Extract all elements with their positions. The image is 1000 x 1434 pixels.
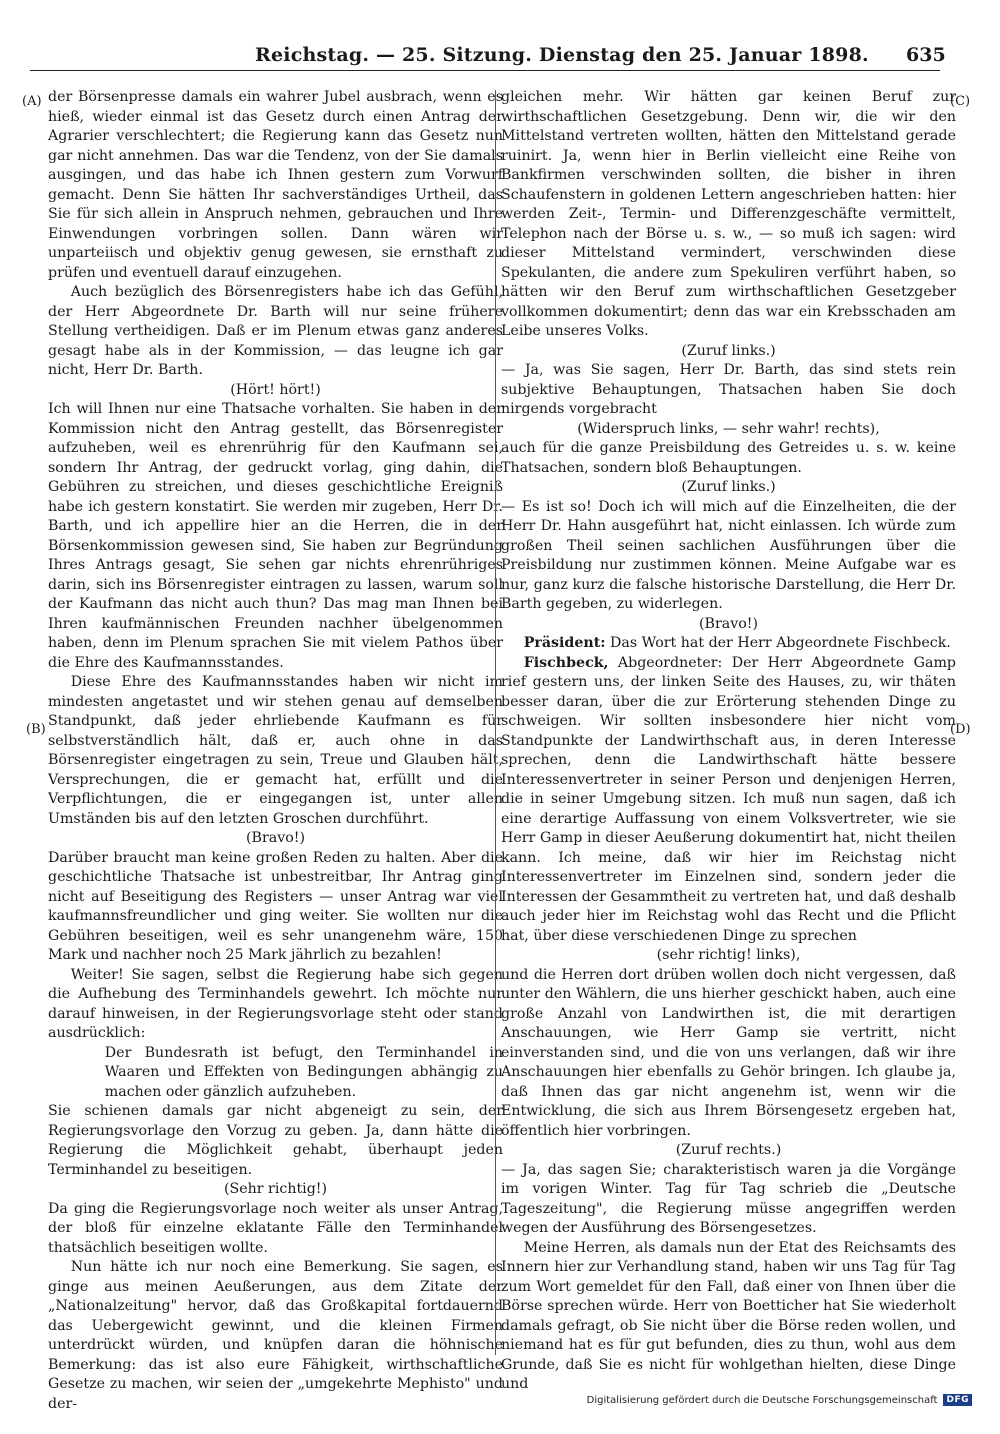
page-header	[0, 40, 1000, 74]
paragraph-text: Meine Herren, als damals nun der Etat des Reichsamts des Innern hier zur Verhandlung stand, haben wir uns Tag für Tag zum Wort gemeldet für den Fall, daß einer von Ihnen über die Börse sprechen würde. Herr von Boetticher hat Sie wiederholt damals gefragt, ob Sie nicht über die Börse reden wollen, und niemand hat es für gut befunden, dies zu thun, wohl aus dem Grunde, daß Sie es nicht für wohlgethan hielten, diese Dinge und	[501, 1239, 956, 1392]
paragraph	[48, 1258, 503, 1414]
paragraph-text: Da ging die Regierungsvorlage noch weiter als unser Antrag, der bloß für einzelne eklatante Fälle den Terminhandel thatsächlich beseitigen wollte.	[48, 1200, 503, 1256]
paragraph-text: Darüber braucht man keine großen Reden zu halten. Aber die geschichtliche Thatsache ist unbestreitbar, Ihr Antrag ging nicht auf Beseitigung des Registers — unser Antrag war viel kaufmannsfreundlicher und ging weiter. Sie wollten nur die Gebühren beseitigen, weil es sehr unangenehm wäre, 150 Mark und nachher noch 25 Mark jährlich zu bezahlen!	[48, 849, 503, 963]
right-column	[501, 88, 956, 1392]
paragraph-text: Ich will Ihnen nur eine Thatsache vorhalten. Sie haben in der Kommission nicht den Antrag gestellt, das Börsenregister aufzuheben, weil es ehrenrührig für den Kaufmann sei, sondern Ihr Antrag, der gedruckt vorlag, ging dahin, die Gebühren zu streichen, und dieses geschichtliche Ereigniß habe ich gestern konstatirt. Sie werden mir zugeben, Herr Dr. Barth, und ich appellire hier an die Herren, die in der Börsenkommission gewesen sind, Sie haben zur Begründung Ihres Antrags gesagt, Sie sehen gar nichts ehrenrühriges darin, sich ins Börsenregister eintragen zu lassen, warum soll der Kaufmann das nicht auch thun? Das mag man Ihnen bei Ihren kaufmännischen Freunden nachher übelgenommen haben, denn im Plenum sprachen Sie mit vielem Pathos über die Ehre des Kaufmannsstandes.	[48, 401, 503, 671]
paragraph-text: Der Bundesrath ist befugt, den Terminhandel in Waaren und Effekten von Bedingungen abhängig zu machen oder gänzlich aufzuheben.	[104, 1044, 503, 1100]
paragraph-text: (sehr richtig! links),	[656, 947, 801, 963]
paragraph	[48, 1102, 503, 1180]
paragraph-text: — Es ist so! Doch ich will mich auf die Einzelheiten, die der Herr Dr. Hahn ausgeführt hat, nicht einlassen. Ich würde zum großen Theil seinen sachlichen Ausführungen über die Preisbildung nur zustimmen können. Meine Aufgabe war es nur, ganz kurz die falsche historische Darstellung, die Herr Dr. Barth gegeben, zu widerlegen.	[501, 498, 956, 612]
speaker-name: Präsident:	[523, 635, 606, 651]
paragraph	[48, 673, 503, 829]
interjection	[501, 615, 956, 635]
paragraph	[48, 283, 503, 381]
paragraph-text: — Ja, was Sie sagen, Herr Dr. Barth, das sind stets rein subjektive Behauptungen, Thatsachen haben Sie doch nirgends vorgebracht	[501, 362, 956, 417]
paragraph	[501, 1161, 956, 1239]
left-column	[48, 88, 503, 1412]
paragraph	[501, 634, 956, 654]
interjection	[501, 1141, 956, 1161]
block-quote	[105, 1044, 503, 1103]
margin-marker-d: (D)	[950, 722, 971, 737]
margin-marker-a: (A)	[22, 94, 42, 109]
paragraph	[501, 88, 956, 342]
paragraph-text: Diese Ehre des Kaufmannsstandes haben wir nicht im mindesten angetastet und wir stehen genau auf demselben Standpunkt, daß jeder ehrliebende Kaufmann es für selbstverständlich hält, daß er, auch ohne in das Börsenregister eingetragen zu sein, Treue und Glauben hält, Versprechungen, die er gemacht hat, erfüllt und die Verpflichtungen, die er eingegangen ist, unter allen Umständen bis auf den letzten Groschen durchführt.	[48, 674, 503, 827]
paragraph-text: (Widerspruch links, — sehr wahr! rechts),	[577, 420, 880, 437]
paragraph-text: gleichen mehr. Wir hätten gar keinen Beruf zur wirthschaftlichen Gesetzgebung. Denn wir, die wir den Mittelstand vertreten wollten, hätten den Mittelstand gerade ruinirt. Ja, wenn hier in Berlin vielleicht eine Reihe von Bankfirmen verschwinden sollten, die bisher in ihren Schaufenstern in goldenen Lettern angeschrieben hatten: hier werden Zeit-, Termin- und Differenzgeschäfte vermittelt, Telephon nach der Börse u. s. w., — so muß ich sagen: wird dieser Mittelstand vermindert, verschwinden diese Spekulanten, die andere zum Spekuliren verführt haben, so hätten wir den Beruf zum wirthschaftlichen Gesetzgeber vollkommen dokumentirt; denn das war ein Krebsschaden am Leibe unseres Volks.	[501, 89, 956, 339]
interjection	[501, 342, 956, 362]
paragraph-text: Weiter! Sie sagen, selbst die Regierung habe sich gegen die Aufhebung des Terminhandels gewehrt. Ich möchte nur darauf hinweisen, in der Regierungsvorlage steht oder stand ausdrücklich:	[48, 966, 503, 1041]
paragraph-text: Abgeordneter: Der Herr Abgeordnete Gamp rief gestern uns, der linken Seite des Hauses, zu, wir thäten besser daran, über die zur Erörterung stehenden Dinge zu schweigen. Wir sollten insbesondere hier nicht vom Standpunkte der Landwirthschaft aus, in deren Interesse sprechen, denn die Landwirthschaft hätte bessere Interessenvertreter in seiner Person und denjenigen Herren, die in seiner Umgebung sitzen. Ich muß nun sagen, daß ich eine derartige Auffassung von einem Volksvertreter, wie sie Herr Gamp in dieser Aeußerung dokumentirt hat, nicht theilen kann. Ich meine, daß wir hier im Reichstag nicht Interessenvertreter im Einzelnen sind, sondern jeder die Interessen der Gesammtheit zu vertreten hat, und daß deshalb auch jeder hier im Reichstag wohl das Recht und die Pflicht hat, über diese verschiedenen Dinge zu sprechen	[501, 654, 956, 944]
interjection	[48, 1180, 503, 1200]
page-number: 635	[906, 44, 946, 66]
paragraph	[501, 654, 956, 947]
interjection	[501, 946, 956, 966]
paragraph-text: Sie schienen damals gar nicht abgeneigt zu sein, der Regierungsvorlage den Vorzug zu geben. Ja, dann hätte die Regierung die Möglichkeit gehabt, überhaupt jeden Terminhandel zu beseitigen.	[48, 1103, 503, 1178]
interjection	[501, 420, 956, 440]
column-divider	[495, 90, 496, 1355]
paragraph	[48, 400, 503, 673]
paragraph	[48, 88, 503, 283]
paragraph-text: (Sehr richtig!)	[223, 1181, 328, 1197]
paragraph	[48, 849, 503, 966]
dfg-logo: DFG	[943, 1394, 972, 1406]
paragraph	[501, 1239, 956, 1395]
paragraph-text: (Zuruf links.)	[681, 479, 776, 495]
paragraph-text: (Bravo!)	[246, 830, 305, 846]
paragraph-text: Das Wort hat der Herr Abgeordnete Fischbeck.	[605, 635, 951, 651]
margin-marker-c: (C)	[950, 94, 971, 109]
paragraph-text: Auch bezüglich des Börsenregisters habe ich das Gefühl, der Herr Abgeordnete Dr. Barth will nur seine frühere Stellung vertheidigen. Daß er im Plenum etwas ganz anderes gesagt habe als in der Kommission, — das leugne ich gar nicht, Herr Dr. Barth.	[48, 284, 503, 378]
paragraph-text: der Börsenpresse damals ein wahrer Jubel ausbrach, wenn es hieß, wieder einmal ist das Gesetz durch einen Antrag der Agrarier verschlechtert; die Regierung kann das Gesetz nun gar nicht annehmen. Das war die Tendenz, von der Sie damals ausgingen, und das habe ich Ihnen gestern zum Vorwurf gemacht. Denn Sie hätten Ihr sachverständiges Urtheil, das Sie für sich allein in Anspruch nehmen, gebrauchen und Ihre Einwendungen vorbringen sollen. Dann wären wir unparteiisch und objektiv genug gewesen, sie ernsthaft zu prüfen und eventuell darauf einzugehen.	[48, 89, 503, 281]
margin-marker-b: (B)	[26, 722, 46, 737]
paragraph-text: (Hört! hört!)	[230, 381, 321, 398]
paragraph-text: und die Herren dort drüben wollen doch nicht vergessen, daß unter den Wählern, die uns hierher geschickt haben, auch eine große Anzahl von Landwirthen ist, die mit derartigen Anschauungen, wie Herr Gamp sie vertritt, nicht einverstanden sind, und die von uns verlangen, daß wir ihre Anschauungen hier ebenfalls zu Gehör bringen. Ich glaube ja, daß Ihnen das gar nicht angenehm ist, wenn wir die Entwicklung, die sich aus Ihrem Börsengesetz ergeben hat, öffentlich hier vorbringen.	[501, 966, 956, 1139]
paragraph	[501, 439, 956, 478]
header-rule	[30, 70, 940, 71]
paragraph-text: (Zuruf rechts.)	[675, 1142, 782, 1158]
paragraph	[48, 966, 503, 1044]
interjection	[48, 829, 503, 849]
paragraph	[501, 361, 956, 420]
digitization-credit	[587, 1394, 972, 1406]
paragraph	[501, 966, 956, 1142]
paragraph-text: Nun hätte ich nur noch eine Bemerkung. Sie sagen, es ginge aus meinen Aeußerungen, aus dem Zitate der „Nationalzeitung" hervor, daß das Großkapital fortdauernd das Uebergewicht gewinnt, und die kleinen Firmen unterdrückt würden, und knüpfen daran die höhnische Bemerkung: das ist also eure Fähigkeit, wirthschaftliche Gesetze zu machen, wir seien der „umgekehrte Mephisto" und der-	[48, 1259, 503, 1412]
interjection	[48, 381, 503, 401]
paragraph-text: (Zuruf links.)	[681, 342, 776, 359]
interjection	[501, 478, 956, 498]
paragraph-text: auch für die ganze Preisbildung des Getreides u. s. w. keine Thatsachen, sondern bloß Behauptungen.	[501, 440, 956, 476]
speaker-name: Fischbeck,	[523, 654, 609, 671]
paragraph-text: (Bravo!)	[699, 615, 758, 632]
paragraph	[48, 1200, 503, 1259]
paragraph	[501, 498, 956, 615]
credit-text: Digitalisierung gefördert durch die Deutsche Forschungsgemeinschaft	[586, 1394, 938, 1406]
running-title: Reichstag. — 25. Sitzung. Dienstag den 25. Januar 1898.	[255, 44, 869, 66]
paragraph-text: — Ja, das sagen Sie; charakteristisch waren ja die Vorgänge im vorigen Winter. Tag für Tag schrieb die „Deutsche Tageszeitung", die Regierung müsse angegriffen werden wegen der Ausführung des Börsengesetzes.	[501, 1161, 956, 1236]
